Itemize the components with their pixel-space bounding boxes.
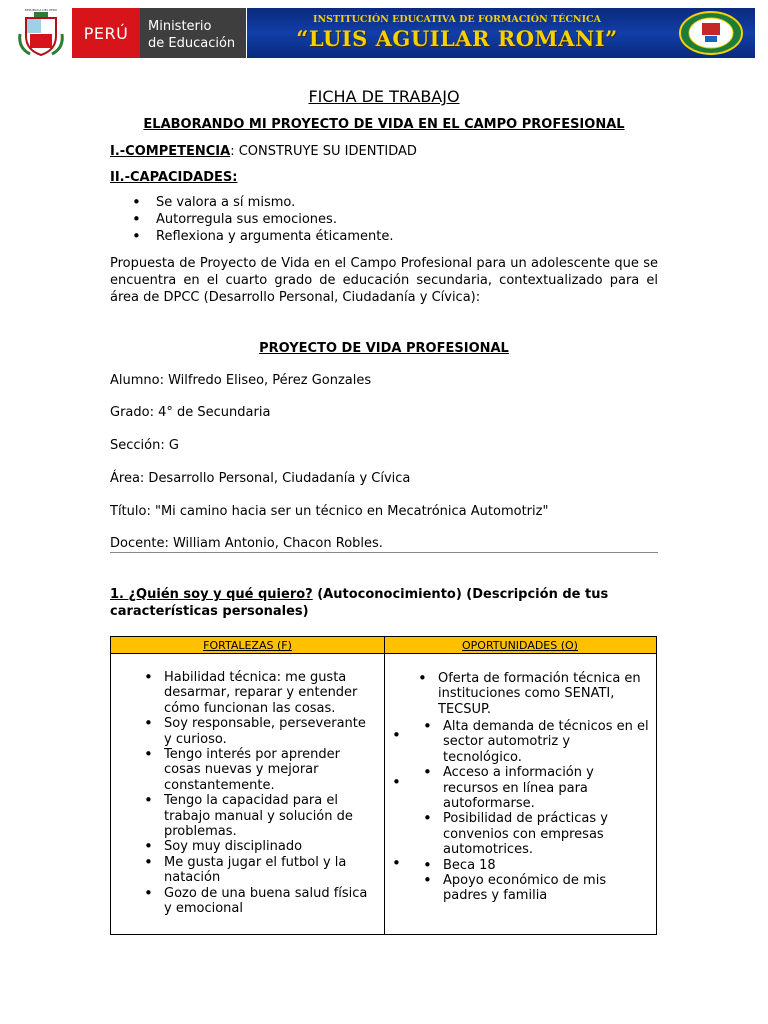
divider-line bbox=[110, 552, 658, 553]
list-item: • Tengo la capacidad para el trabajo manual y solución de problemas. bbox=[136, 793, 376, 839]
student-section: Sección: G bbox=[110, 438, 179, 453]
foda-table bbox=[110, 636, 657, 935]
teacher-name: Docente: William Antonio, Chacon Robles. bbox=[110, 536, 383, 551]
stray-bullet: • bbox=[392, 726, 401, 744]
competencia-line bbox=[110, 143, 658, 160]
oportunidades-first-list bbox=[410, 671, 646, 717]
list-item: • Se valora a sí mismo. bbox=[110, 194, 658, 211]
ministry-line2: de Educación bbox=[148, 36, 236, 51]
student-name: Alumno: Wilfredo Eliseo, Pérez Gonzales bbox=[110, 373, 372, 388]
list-item: • Soy muy disciplinado bbox=[136, 839, 376, 854]
list-item: • Oferta de formación técnica en instituciones como SENATI, TECSUP. bbox=[410, 671, 646, 717]
question-1-label: 1. ¿Quién soy y qué quiero? bbox=[110, 587, 313, 602]
ministry-line1: Ministerio bbox=[148, 19, 212, 34]
ministry-logo bbox=[140, 8, 246, 58]
oportunidades-header: OPORTUNIDADES (O) bbox=[384, 637, 656, 654]
page-header bbox=[0, 0, 768, 64]
page-title: FICHA DE TRABAJO bbox=[308, 87, 460, 106]
competencia-label: I.-COMPETENCIA bbox=[110, 144, 231, 159]
stray-bullet: • bbox=[392, 854, 401, 872]
list-item: • Apoyo económico de mis padres y familia bbox=[415, 873, 651, 904]
subject-area: Área: Desarrollo Personal, Ciudadanía y Cívica bbox=[110, 471, 411, 486]
fortalezas-list bbox=[136, 670, 376, 917]
institution-type: INSTITUCIÓN EDUCATIVA DE FORMACIÓN TÉCNICA bbox=[313, 14, 601, 25]
list-item: • Tengo interés por aprender cosas nuevas y mejorar constantemente. bbox=[136, 747, 376, 793]
peru-logo-text: PERÚ bbox=[83, 24, 129, 43]
question-1-description: (Autoconocimiento) (Descripción de tus características personales) bbox=[110, 587, 609, 619]
list-item: • Me gusta jugar el futbol y la natación bbox=[136, 855, 376, 886]
student-grade: Grado: 4° de Secundaria bbox=[110, 405, 271, 420]
oportunidades-list bbox=[415, 719, 651, 904]
list-item: • Posibilidad de prácticas y convenios con empresas automotrices. bbox=[415, 811, 651, 857]
school-banner bbox=[247, 8, 755, 58]
school-name: “LUIS AGUILAR ROMANI” bbox=[296, 26, 618, 51]
list-item: • Reflexiona y argumenta éticamente. bbox=[110, 228, 658, 245]
question-1-heading bbox=[110, 586, 658, 620]
project-name: Título: "Mi camino hacia ser un técnico en Mecatrónica Automotriz" bbox=[110, 504, 549, 519]
shield-caption: REPÚBLICA DEL PERÚ bbox=[24, 8, 58, 12]
list-item: • Beca 18 bbox=[415, 858, 651, 873]
list-item: • Soy responsable, perseverante y curioso. bbox=[136, 716, 376, 747]
peru-coat-of-arms-icon bbox=[16, 8, 66, 58]
list-item: • Habilidad técnica: me gusta desarmar, reparar y entender cómo funcionan las cosas. bbox=[136, 670, 376, 716]
list-item: • Autorregula sus emociones. bbox=[110, 211, 658, 228]
project-title: PROYECTO DE VIDA PROFESIONAL bbox=[259, 341, 509, 356]
competencia-value: : CONSTRUYE SU IDENTIDAD bbox=[230, 144, 417, 159]
list-item: • Acceso a información y recursos en línea para autoformarse. bbox=[415, 765, 651, 811]
document-subtitle: ELABORANDO MI PROYECTO DE VIDA EN EL CAMPO PROFESIONAL bbox=[143, 117, 625, 132]
intro-paragraph: Propuesta de Proyecto de Vida en el Campo Profesional para un adolescente que se encuentra en el cuarto grado de educación secundaria, contextualizado para el área de DPCC (Desarrollo Personal, Ciudadanía y Cívica): bbox=[110, 256, 658, 305]
list-item: • Alta demanda de técnicos en el sector automotriz y tecnológico. bbox=[415, 719, 651, 765]
stray-bullet: • bbox=[392, 773, 401, 791]
peru-logo bbox=[72, 8, 140, 58]
school-crest-icon bbox=[678, 11, 744, 55]
column-divider bbox=[384, 637, 385, 934]
capacidades-heading: II.-CAPACIDADES: bbox=[110, 170, 238, 185]
fortalezas-header: FORTALEZAS (F) bbox=[111, 637, 384, 654]
capacidades-list bbox=[110, 194, 658, 245]
list-item: • Gozo de una buena salud física y emocional bbox=[136, 886, 376, 917]
